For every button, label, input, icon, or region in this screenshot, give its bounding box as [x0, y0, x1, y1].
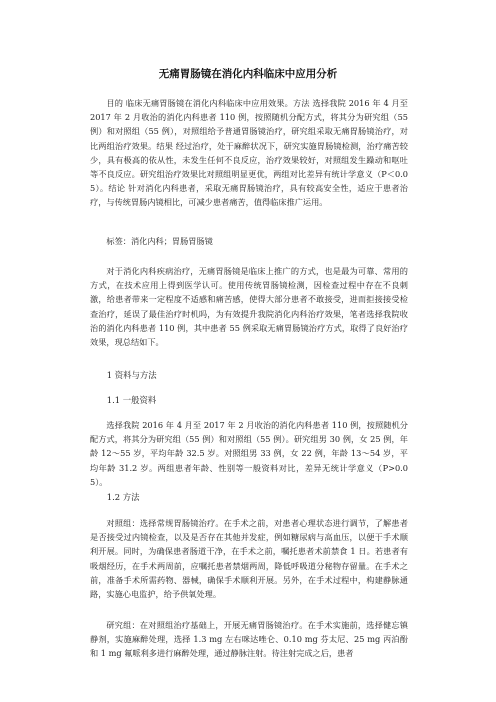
intro-block — [90, 264, 408, 349]
section-heading-1 — [90, 368, 408, 382]
subsection-heading: 1.2 方法 — [106, 492, 140, 502]
keywords-block — [90, 234, 408, 248]
method-paragraph-study: 研究组：在对照组治疗基础上，开展无痛胃肠镜治疗。在手术实施前，选择健忘镇静剂，实施麻醉处理，选择 1.3 mg 左右咪达唑仑、0.10 mg 芬太尼、25 mg 丙泊酚和 1 mg 氟哌利多进行麻醉处理，通过静脉注射。待注射完成之后，患者 — [90, 620, 408, 659]
section-heading-1-2 — [90, 490, 408, 504]
subsection-heading: 1.1 一般资料 — [106, 395, 157, 405]
section-heading-1-1 — [90, 393, 408, 407]
abstract-paragraph: 目的 临床无痛胃肠镜在消化内科临床中应用效果。方法 选择我院 2016 年 4 月至 2017 年 2 月收治的消化内科患者 110 例，按照随机分配方式，将其分为研究组（55 例）和对照组（55 例），对照组给予普通胃肠镜治疗，研究组采取无痛胃肠镜治疗，对比两组治疗效果。结果 经过治疗，处于麻醉状况下，研究实施胃肠镜检测，治疗痛苦较少，具有极高的依从性，未发生任何不良反应，治疗效果较好，对照组发生躁动和呕吐等不良反应。研究组治疗效果比对照组明显更优，两组对比差异有统计学意义（P＜0.05）。结论 针对消化内科患者，采取无痛胃肠镜治疗，具有较高安全性，适应于患者治疗，与传统胃肠内镜相比，可减少患者痛苦，值得临床推广运用。 — [90, 98, 408, 208]
keywords-line: 标签：消化内科；胃肠胃肠镜 — [106, 236, 213, 246]
intro-paragraph: 对于消化内科疾病治疗，无痛胃肠镜是临床上推广的方式，也是最为可靠、常用的方式，在技术应用上得到医学认可。使用传统胃肠镜检测，因检查过程中存在不良刺激，给患者带来一定程度不适感和痛苦感，使得大部分患者不敢接受，进而拒接接受检查治疗，延误了最佳治疗时机吗，为有效提升我院消化内科治疗效果，笔者选择我院收治的消化内科患者 110 例，其中患者 55 例采取无痛胃肠镜治疗方式，取得了良好治疗效果，现总结如下。 — [90, 266, 408, 348]
paper-title: 无痛胃肠镜在消化内科临床中应用分析 — [158, 68, 338, 80]
general-block — [90, 418, 408, 489]
method-paragraph-control: 对照组：选择常规胃肠镜治疗。在手术之前，对患者心理状态进行调节，了解患者是否接受过内镜检查，以及是否存在其他并发症，例如糖尿病与高血压，以便于手术顺利开展。同时，为确保患者肠道干净，在手术之前，嘱托患者术前禁食 1 日。若患者有吸烟经历，在手术两周前，应嘱托患者禁烟两周，降低呼吸道分秘物存留量。在手术之前，准备手术所需药物、器械，确保手术顺利开展。另外，在手术过程中，构建静脉通路，实施心电监护，给予供氧处理。 — [90, 518, 408, 600]
section-heading: 1 资料与方法 — [106, 370, 157, 380]
general-paragraph: 选择我院 2016 年 4 月至 2017 年 2 月收治的消化内科患者 110 例，按照随机分配方式，将其分为研究组（55 例）和对照组（55 例）。研究组男 30 例，女 25 例，年龄 12～55 岁，平均年龄 32.5 岁。对照组男 33 例，女 22 例，年龄 13～54 岁，平均年龄 31.2 岁。两组患者年龄、性别等一般资料对比，差异无统计学意义（P>0.05）。 — [90, 420, 408, 487]
method-block-2 — [90, 618, 408, 661]
method-block-1 — [90, 516, 408, 601]
abstract-block — [90, 96, 408, 210]
